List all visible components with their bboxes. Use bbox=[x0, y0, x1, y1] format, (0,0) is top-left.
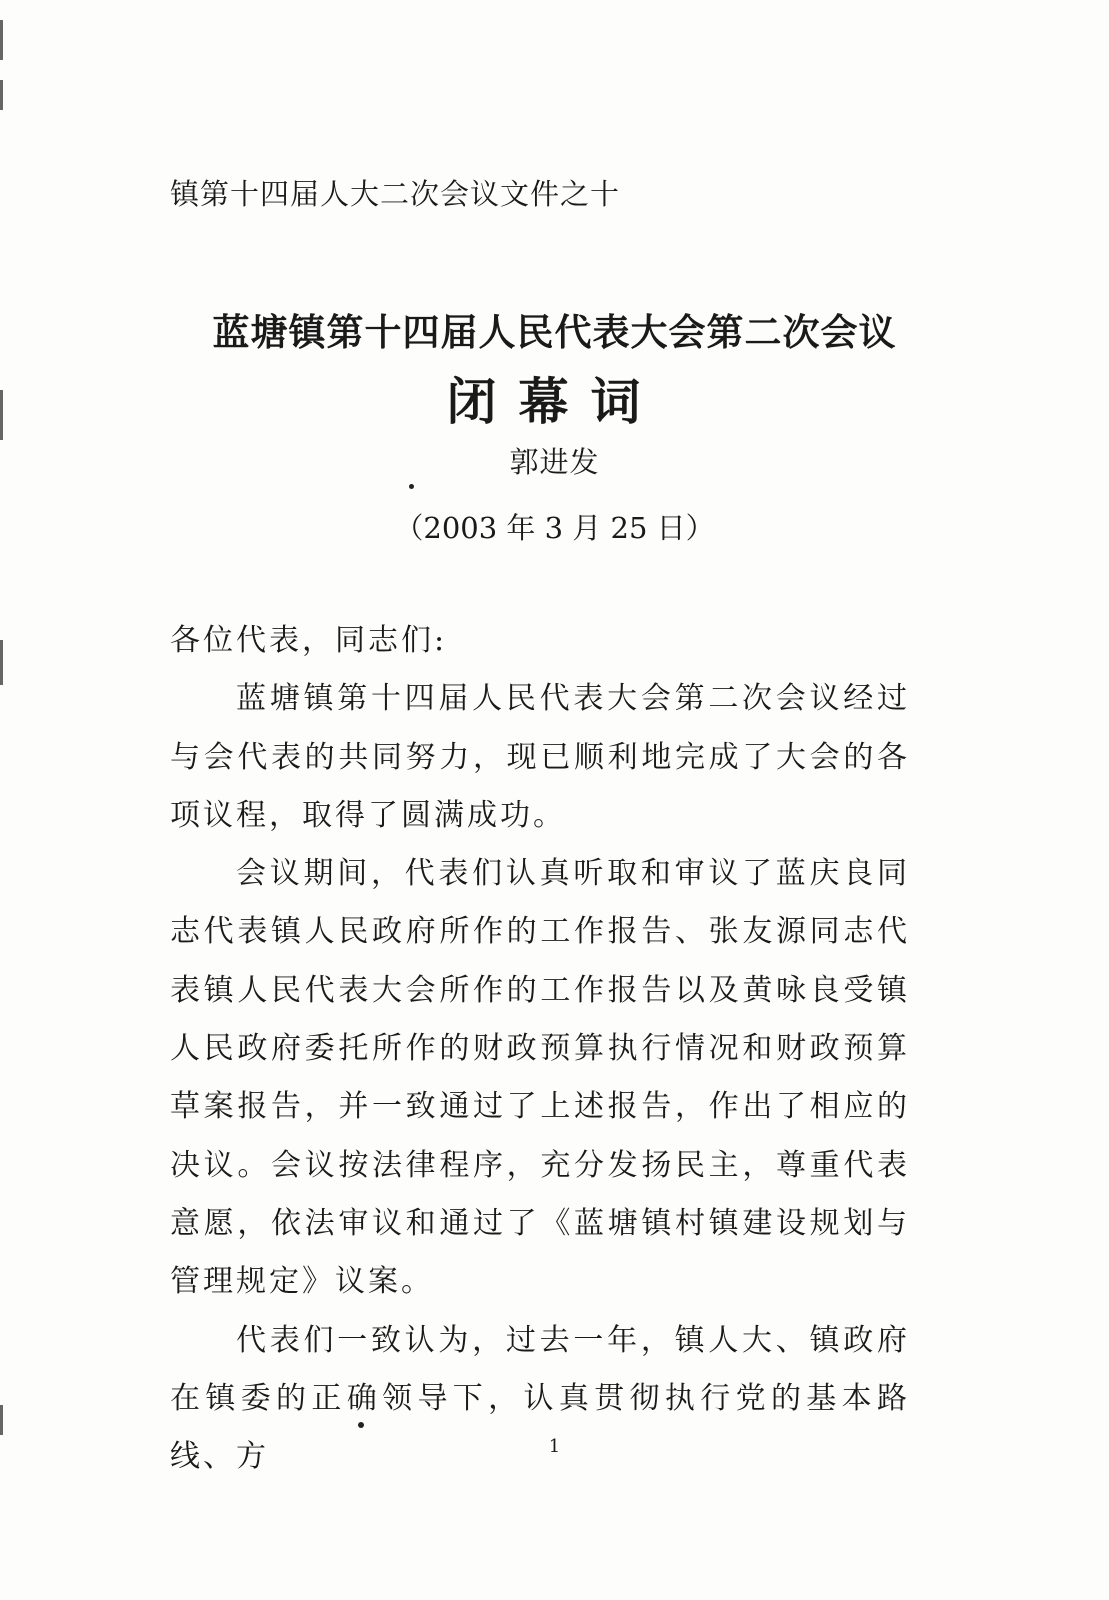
main-title: 蓝塘镇第十四届人民代表大会第二次会议 bbox=[212, 310, 897, 354]
scan-speck bbox=[409, 484, 414, 489]
paragraph: 会议期间，代表们认真听取和审议了蓝庆良同志代表镇人民政府所作的工作报告、张友源同志代表镇人民代表大会所作的工作报告以及黄咏良受镇人民政府委托所作的财政预算执行情况和财政预算草案报告，并一致通过了上述报告，作出了相应的决议。会议按法律程序，充分发扬民主，尊重代表意愿，依法审议和通过了《蓝塘镇村镇建设规划与管理规定》议案。 bbox=[170, 856, 910, 1300]
scan-edge-mark bbox=[0, 20, 3, 60]
document-number: 镇第十四届人大二次会议文件之十 bbox=[170, 177, 621, 211]
scan-edge-mark bbox=[0, 640, 3, 685]
paragraph: 代表们一致认为，过去一年，镇人大、镇政府在镇委的正确领导下，认真贯彻执行党的基本路线、方 bbox=[170, 1322, 910, 1475]
paragraph: 蓝塘镇第十四届人民代表大会第二次会议经过与会代表的共同努力，现已顺利地完成了大会的各项议程，取得了圆满成功。 bbox=[170, 681, 910, 833]
speech-body bbox=[170, 612, 910, 1486]
salutation: 各位代表，同志们: bbox=[170, 623, 448, 658]
page-number: 1 bbox=[548, 1436, 561, 1457]
scan-edge-mark bbox=[0, 80, 3, 110]
scan-edge-mark bbox=[0, 1405, 3, 1435]
speech-date: （2003 年 3 月 25 日） bbox=[394, 511, 715, 545]
author-name: 郭进发 bbox=[509, 445, 600, 479]
sub-title: 闭幕词 bbox=[446, 372, 663, 431]
